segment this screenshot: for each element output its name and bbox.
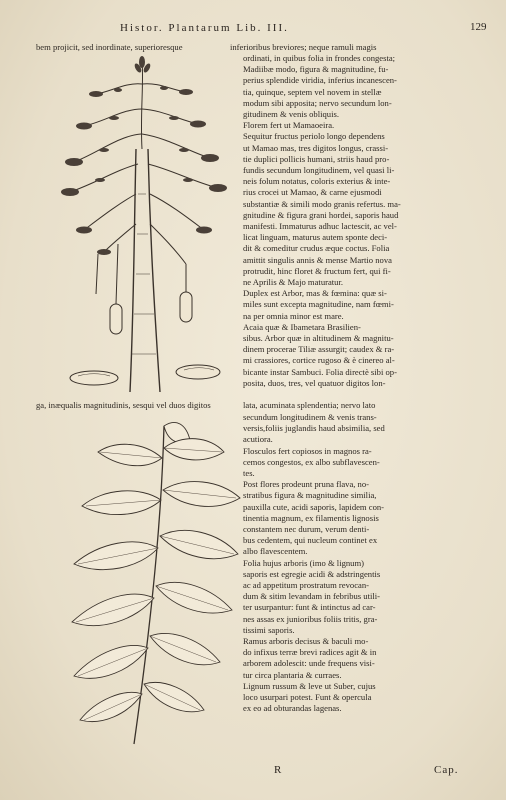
text-line: acutiora. <box>243 434 273 445</box>
text-line: constantem nec durum, verum denti- <box>243 524 370 535</box>
signature-mark: R <box>274 764 282 776</box>
text-line: pauxilla cute, acidi saporis, lapidem con- <box>243 501 385 512</box>
text-line: ne Aprilis & Majo maturatur. <box>243 277 344 288</box>
text-line: substantiæ & simili modo granis refertus. ma- <box>243 198 401 209</box>
text-line: albo flavescentem. <box>243 546 308 557</box>
text-line: modum sibi apposita; nervo secundum lon- <box>243 97 392 108</box>
mid-line-right-wrap <box>243 400 375 411</box>
text-line: arborem adolescit: unde frequens visi- <box>243 658 375 669</box>
text-line: posita, duos, tres, vel quatuor digitos lon- <box>243 377 386 388</box>
text-line: cemos congestos, ex albo subflavescen- <box>243 456 380 467</box>
text-line: Florem fert ut Mamaoeira. <box>243 120 335 131</box>
text-line: tinentia magnum, ex filamentis lignosis <box>243 512 379 523</box>
text-line: tes. <box>243 468 255 479</box>
text-line: ordinati, in quibus folia in frondes congesta; <box>243 53 396 63</box>
mid-line-left: ga, inæqualis magnitudinis, sesqui vel duos digitos <box>36 400 211 410</box>
text-line: neis folum notatus, coloris exterius & inte- <box>243 176 391 187</box>
text-line: bicante instar Sambuci. Folia directè sibi op- <box>243 366 397 377</box>
lower-text-column <box>243 412 473 714</box>
text-line: tie duplici pollicis humani, striis haud pro- <box>243 153 390 164</box>
text-line: Ramus arboris decisus & baculi mo- <box>243 636 369 647</box>
text-line: loco usurpari potest. Funt & opercula <box>243 692 372 703</box>
page-number: 129 <box>470 21 487 33</box>
text-line: saporis est egregie acidi & adstringentis <box>243 568 381 579</box>
pinnate-leaf-branch-icon <box>64 418 244 748</box>
running-title: Histor. Plantarum Lib. III. <box>120 22 289 34</box>
text-line: ut Mamao mas, tres digitos longus, crassi- <box>243 142 389 153</box>
text-line: ter usurpantur: funt & intinctus ad car- <box>243 602 376 613</box>
top-line-right-wrap <box>230 42 377 53</box>
text-line: mi crassiores, cortice rugoso & è cinereo al- <box>243 355 395 366</box>
tree-with-fruits-icon <box>38 54 238 394</box>
text-line: stratibus figura & magnitudine similia, <box>243 490 377 501</box>
text-line: dum & sitim levandam in febribus utili- <box>243 591 381 602</box>
text-line: Acaia quæ & Ibametara Brasilien- <box>243 321 361 332</box>
text-line: gnitudine & figura grani hordei, saporis haud <box>243 209 399 220</box>
catchword: Cap. <box>434 764 459 776</box>
text-line: fundis secundum longitudinem, vel quasi li- <box>243 165 395 176</box>
text-line: gitudinem & venis obliquis. <box>243 109 339 120</box>
text-line: na per omnia minor est mare. <box>243 310 344 321</box>
text-line: bus cedentem, qui nucleum continet ex <box>243 535 378 546</box>
text-line: secundum longitudinem & venis trans- <box>243 412 377 422</box>
mid-line <box>36 400 211 411</box>
text-line: Post flores prodeunt pruna flava, no- <box>243 479 370 490</box>
text-line: tia, quinque, septem vel novem in stellæ <box>243 86 382 97</box>
text-line: Lignum russum & leve ut Suber, cujus <box>243 680 376 691</box>
top-line <box>36 42 183 53</box>
text-line: manifesti. Immaturus adhuc lactescit, ac vel- <box>243 221 397 232</box>
mid-line-right: lata, acuminata splendentia; nervo lato <box>243 400 376 410</box>
text-line: do infixus terræ brevi radices agit & in <box>243 647 377 658</box>
text-line: Folia hujus arboris (imo & lignum) <box>243 557 365 568</box>
text-line: licat linguam, maturus autem sponte deci- <box>243 232 388 243</box>
top-line-left: bem projicit, sed inordinate, superioresque <box>36 42 183 52</box>
text-line: ac ad appetitum prostratum revocan- <box>243 580 369 591</box>
text-line: Sequitur fructus periolo longo dependens <box>243 131 385 142</box>
text-line: tissimi saporis. <box>243 624 295 635</box>
text-line: dit & comeditur crudus æque coctus. Folia <box>243 243 390 254</box>
text-line: protrudit, hinc floret & fructum fert, qui fi- <box>243 265 391 276</box>
text-line: nes assas ex junioribus foliis tritis, gra- <box>243 613 378 624</box>
text-line: amittit singulis annis & mense Martio nova <box>243 254 392 265</box>
upper-text-column <box>243 53 473 389</box>
text-line: sibus. Arbor quæ in altitudinem & magnitu- <box>243 333 394 344</box>
text-line: dinem procerae Tiliæ assurgit; caudex & ra- <box>243 344 395 355</box>
text-line: miles sunt excepta magnitudine, nam fœmi- <box>243 299 394 310</box>
top-line-right: inferioribus breviores; neque ramuli magis <box>230 42 377 52</box>
text-line: versis,foliis juglandis haud absimilia, sed <box>243 423 385 434</box>
text-line: Duplex est Arbor, mas & fœmina: quæ si- <box>243 288 387 299</box>
text-line: ex eo ad obturandas lagenas. <box>243 703 342 714</box>
text-line: tur circa plantaria & curraes. <box>243 669 342 680</box>
text-line: Flosculos fert copiosos in magnos ra- <box>243 445 372 456</box>
text-line: rius crocei ut Mamao, & carne ejusmodi <box>243 187 382 198</box>
text-line: Madiibæ modo, figura & magnitudine, fu- <box>243 64 389 75</box>
text-line: perius splendide viridia, inferius incanescen- <box>243 75 397 86</box>
